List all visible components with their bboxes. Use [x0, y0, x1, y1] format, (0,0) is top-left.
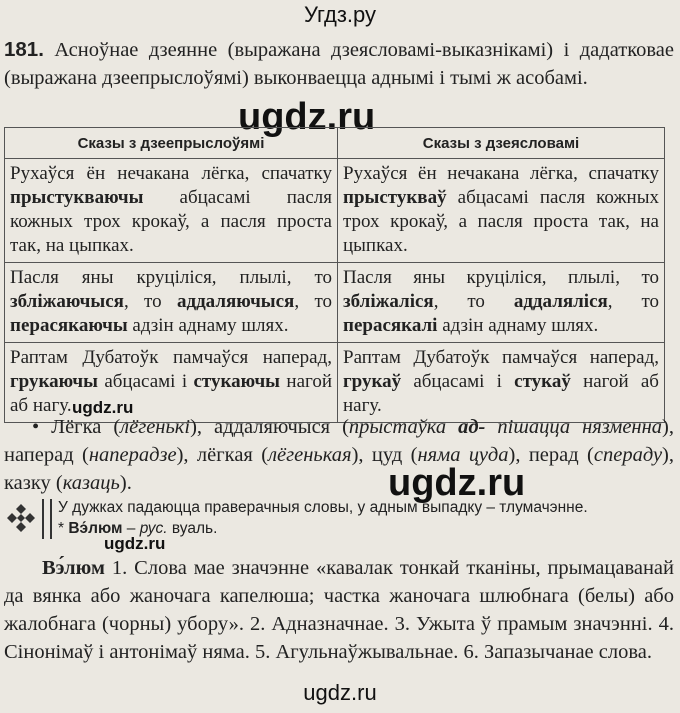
- table-cell: Раптам Дубатоўк памчаўся наперад, грукаў абцасамі і стукаў нагой аб нагу.: [338, 343, 665, 423]
- diamond-ornament-icon: [6, 503, 36, 533]
- watermark: ugdz.ru: [238, 96, 376, 138]
- table-cell: Раптам Дубатоўк памчаўся наперад, грукаючы абцасамі і стукаючы нагой аб нагу.: [5, 343, 338, 423]
- exercise-number: 181.: [4, 38, 44, 61]
- exercise-intro: [4, 36, 674, 92]
- table-header-row: [5, 128, 665, 159]
- watermark: ugdz.ru: [104, 534, 166, 553]
- table-cell: Рухаўся ён нечакана лёгка, спачатку прыстукваючы абцасамі пасля кожных трох крокаў, а пасля проста так, на цыпках.: [5, 159, 338, 263]
- bullet-paragraph: • Лёгка (лёгенькі), аддаляючыся (прыстаўка ад- пішацца нязменна), наперад (наперадзе), лёгкая (лёгенькая), цуд (няма цуда), перад (спераду), казку (казаць).: [4, 416, 674, 494]
- sentences-table: [4, 127, 665, 423]
- note-line: У дужках падаюцца праверачныя словы, у адным выпадку – тлумачэнне.: [58, 499, 588, 516]
- table-row: [5, 159, 665, 263]
- table-cell: Рухаўся ён нечакана лёгка, спачатку прыстукваў абцасамі пасля кожных трох крокаў, а пасля проста так, на цыпках.: [338, 159, 665, 263]
- site-logo-top: Угдз.ру: [303, 2, 377, 27]
- site-logo-bottom: ugdz.ru: [303, 680, 377, 705]
- note-line: * Вэ́люм – рус. вуаль.: [58, 520, 218, 537]
- definition-word: Вэ́люм: [42, 557, 106, 579]
- table-header-participles: Сказы з дзеепрыслоўямі: [5, 128, 338, 159]
- note-divider: [42, 499, 52, 539]
- watermark: ugdz.ru: [388, 462, 526, 504]
- table-header-verbs: Сказы з дзеясловамі: [338, 128, 665, 159]
- definition-text: 1. Слова мае значэнне «кавалак тонкай тканіны, прымацаванай да вянка або жаночага капелюша; частка жаночага шлюбнага (белы) або жалобнага (чорны) убору». 2. Адназначнае. 3. Ужыта ў прамым значэнні. 4. Сінонімаў і антонімаў няма. 5. Агульнаўжывальнае. 6. Запазычанае слова.: [4, 557, 674, 663]
- table-cell: Пасля яны круціліся, плылі, то збліжаючыся, то аддаляючыся, то перасякаючы адзін аднаму шлях.: [5, 263, 338, 343]
- definition-paragraph: [4, 554, 674, 666]
- watermark: ugdz.ru: [72, 398, 134, 417]
- table-cell: Пасля яны круціліся, плылі, то збліжаліся, то аддаляліся, то перасякалі адзін аднаму шлях.: [338, 263, 665, 343]
- note-text: [58, 497, 670, 539]
- table-row: [5, 263, 665, 343]
- exercise-intro-text: Асноўнае дзеянне (выражана дзеясловамі-выказнікамі) і дадатковае (выражана дзеепрыслоўямі) выконваецца аднымі і тымі ж асобамі.: [4, 39, 674, 89]
